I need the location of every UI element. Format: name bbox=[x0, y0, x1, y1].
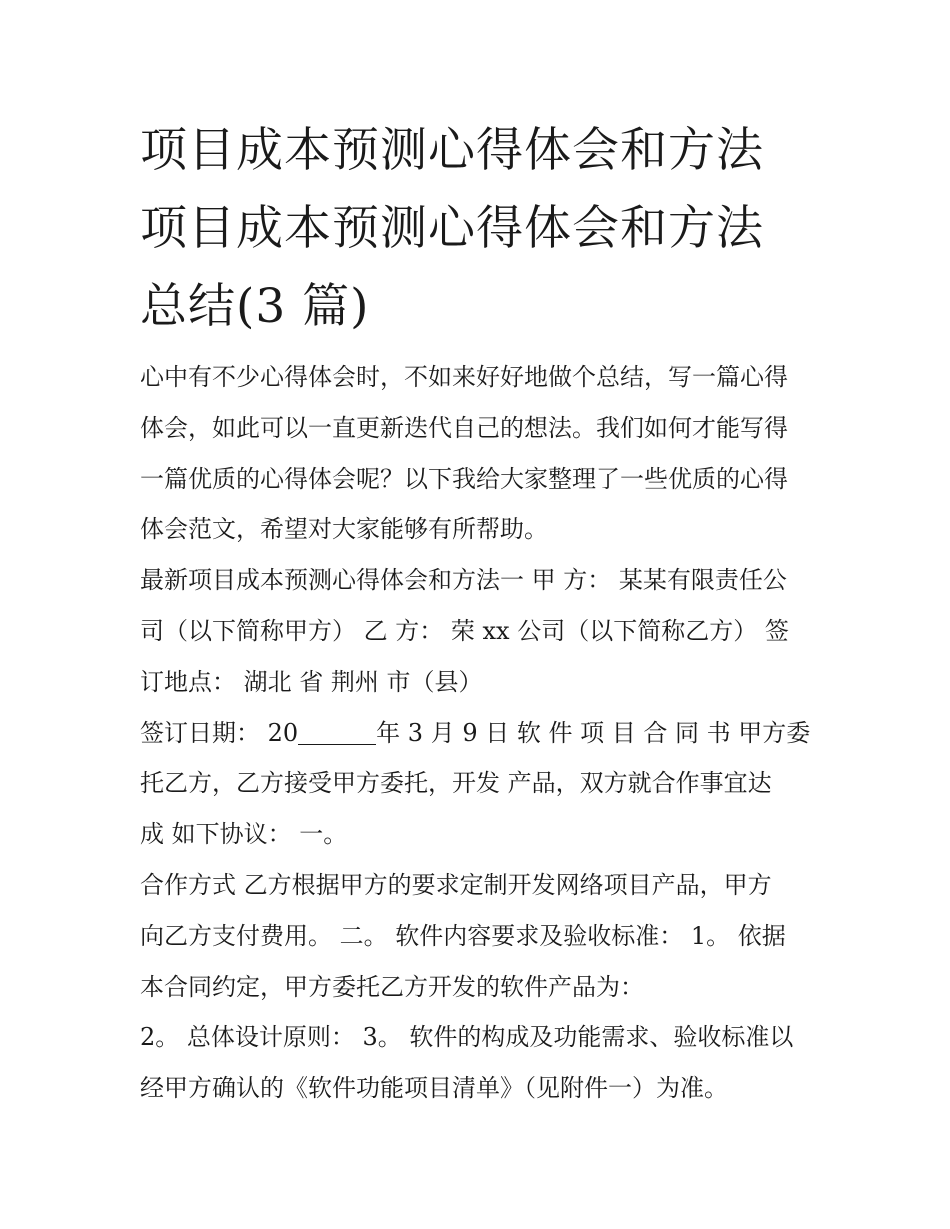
signing-date-prefix: 签订日期： 20 bbox=[140, 718, 299, 747]
body-line: 心中有不少心得体会时，不如来好好地做个总结，写一篇心得 bbox=[140, 363, 788, 391]
title-line: 总结(3 篇) bbox=[140, 279, 370, 334]
body-line: 合作方式 乙方根据甲方的要求定制开发网络项目产品，甲方 bbox=[140, 870, 772, 899]
title-line: 项目成本预测心得体会和方法 bbox=[140, 201, 764, 256]
body-line: 成 如下协议： 一。 bbox=[140, 820, 348, 849]
body-line: 最新项目成本预测心得体会和方法一 甲 方： 某某有限责任公 bbox=[140, 566, 787, 595]
body-line: 订地点： 湖北 省 荆州 市（县） bbox=[140, 667, 483, 696]
signing-date-suffix: 年 3 月 9 日 软 件 项 目 合 同 书 甲方委 bbox=[376, 718, 811, 747]
body-line: 向乙方支付费用。 二。 软件内容要求及验收标准： 1。 依据 bbox=[140, 921, 786, 950]
title-line: 项目成本预测心得体会和方法 bbox=[140, 123, 764, 178]
document-title bbox=[140, 112, 840, 346]
body-line: 经甲方确认的《软件功能项目清单》（见附件一）为准。 bbox=[140, 1074, 728, 1103]
body-line: 2。 总体设计原则： 3。 软件的构成及功能需求、验收标准以 bbox=[140, 1023, 794, 1052]
document-body bbox=[140, 352, 812, 1114]
body-line: 体会，如此可以一直更新迭代自己的想法。我们如何才能写得 bbox=[140, 413, 788, 442]
body-line: 托乙方，乙方接受甲方委托，开发 产品，双方就合作事宜达 bbox=[140, 769, 772, 798]
signing-date-line bbox=[140, 708, 812, 759]
body-line: 体会范文，希望对大家能够有所帮助。 bbox=[140, 515, 548, 544]
date-blank-underline bbox=[298, 720, 376, 745]
body-line: 一篇优质的心得体会呢？以下我给大家整理了一些优质的心得 bbox=[140, 464, 788, 493]
body-line: 司（以下简称甲方） 乙 方： 荣 xx 公司（以下简称乙方） 签 bbox=[140, 616, 789, 645]
body-line: 本合同约定，甲方委托乙方开发的软件产品为： bbox=[140, 972, 644, 1001]
